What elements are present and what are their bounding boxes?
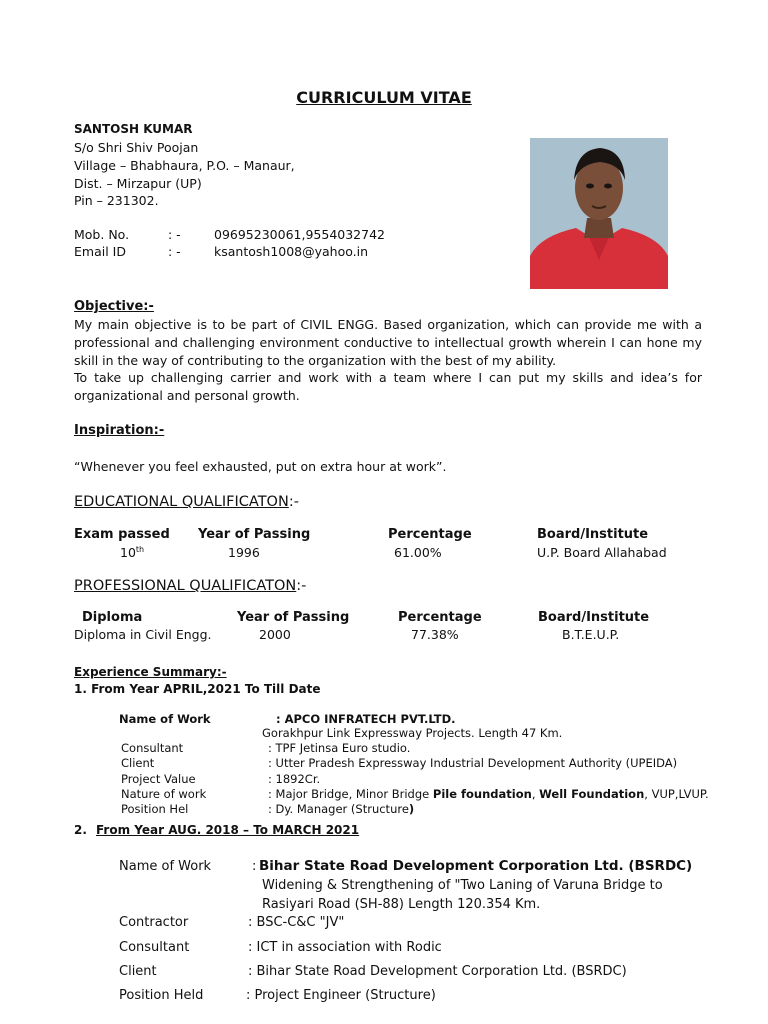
- education-percentage: 61.00%: [394, 545, 442, 560]
- education-exam-value: 10: [120, 545, 136, 561]
- job1-nature-value: [268, 787, 709, 801]
- objective-paragraph: To take up challenging carrier and work with a team where I can put my skills and idea’s for organizational and personal growth.: [74, 370, 702, 404]
- job1-nature-pile: Pile foundation: [432, 787, 532, 801]
- professional-heading-suffix: :-: [296, 578, 307, 594]
- job2-position-label: Position Held: [119, 988, 204, 1003]
- job1-nature-label: Nature of work: [121, 787, 207, 801]
- job2-title: From Year AUG. 2018 – To MARCH 2021: [96, 823, 360, 837]
- job1-nature-mid: ,: [531, 787, 540, 801]
- inspiration-quote: “Whenever you feel exhausted, put on extra hour at work”.: [74, 459, 447, 474]
- education-exam-sup: th: [135, 545, 145, 554]
- job1-name-line2: Gorakhpur Link Expressway Projects. Length 47 Km.: [262, 726, 563, 740]
- email-label: Email ID: [74, 244, 126, 259]
- education-heading-suffix: :-: [288, 494, 299, 510]
- job2-name-value: Bihar State Road Development Corporation Ltd. (BSRDC): [259, 858, 693, 874]
- professional-percentage: 77.38%: [411, 627, 459, 642]
- education-header-exam: Exam passed: [74, 527, 170, 542]
- email-value: ksantosh1008@yahoo.in: [214, 244, 369, 259]
- mobile-label: Mob. No.: [74, 227, 130, 242]
- professional-header-year: Year of Passing: [237, 610, 350, 625]
- objective-text: [74, 316, 702, 405]
- job2-name-label: Name of Work: [119, 859, 212, 874]
- address-line: S/o Shri Shiv Poojan: [74, 140, 199, 155]
- professional-heading-text: PROFESSIONAL QUALIFICATON: [74, 578, 297, 594]
- job1-value-value: : 1892Cr.: [268, 772, 321, 786]
- professional-header-diploma: Diploma: [82, 610, 143, 625]
- inspiration-heading: Inspiration:-: [74, 423, 165, 438]
- job1-value-label: Project Value: [121, 772, 196, 786]
- document-title: CURRICULUM VITAE: [296, 88, 472, 107]
- professional-diploma: Diploma in Civil Engg.: [74, 627, 212, 642]
- job2-contractor-value: : BSC-C&C "JV": [248, 915, 345, 930]
- job1-name-value: : APCO INFRATECH PVT.LTD.: [276, 712, 456, 726]
- mobile-separator: : -: [168, 227, 181, 242]
- experience-heading: Experience Summary:-: [74, 665, 227, 679]
- email-separator: : -: [168, 244, 181, 259]
- address-line: Village – Bhabhaura, P.O. – Manaur,: [74, 158, 295, 173]
- job2-name-line2: Widening & Strengthening of "Two Laning of Varuna Bridge to: [262, 878, 663, 893]
- job1-position-label: Position Hel: [121, 802, 189, 816]
- job2-contractor-label: Contractor: [119, 915, 189, 930]
- address-line: Pin – 231302.: [74, 193, 159, 208]
- job2-client-label: Client: [119, 964, 157, 979]
- job1-position-close: ): [408, 802, 415, 816]
- job1-nature-suffix: , VUP,LVUP.: [644, 787, 709, 801]
- job2-client-value: : Bihar State Road Development Corporation Ltd. (BSRDC): [248, 964, 627, 979]
- job1-title: 1. From Year APRIL,2021 To Till Date: [74, 682, 321, 696]
- professional-header-board: Board/Institute: [538, 610, 650, 625]
- job1-client-value: : Utter Pradesh Expressway Industrial Development Authority (UPEIDA): [268, 756, 678, 770]
- education-year: 1996: [228, 545, 260, 560]
- objective-paragraph: My main objective is to be part of CIVIL ENGG. Based organization, which can provide me with a professional and challenging environment conductive to intellectual growth wherein I can hone my skill in the way of contributing to the organization with the best of my ability.: [74, 317, 702, 368]
- job1-nature-well: Well Foundation: [539, 787, 645, 801]
- job2-name-separator: :: [252, 859, 257, 874]
- profile-photo: [530, 138, 668, 289]
- portrait-illustration: [530, 138, 668, 289]
- objective-heading: Objective:-: [74, 299, 154, 314]
- job1-consultant-value: : TPF Jetinsa Euro studio.: [268, 741, 411, 755]
- education-heading-text: EDUCATIONAL QUALIFICATON: [74, 494, 289, 510]
- education-header-board: Board/Institute: [537, 527, 649, 542]
- job1-position-value: [268, 802, 414, 816]
- job2-name-line3: Rasiyari Road (SH-88) Length 120.354 Km.: [262, 897, 541, 912]
- job2-position-value: : Project Engineer (Structure): [246, 988, 436, 1003]
- professional-year: 2000: [259, 627, 291, 642]
- job1-nature-prefix: : Major Bridge, Minor Bridge: [268, 787, 433, 801]
- professional-board: B.T.E.U.P.: [562, 627, 620, 642]
- professional-header-percentage: Percentage: [398, 610, 482, 625]
- candidate-name: SANTOSH KUMAR: [74, 122, 193, 136]
- job2-number: 2.: [74, 823, 87, 837]
- education-heading: [74, 494, 299, 510]
- job2-consultant-label: Consultant: [119, 940, 190, 955]
- education-header-percentage: Percentage: [388, 527, 472, 542]
- job1-client-label: Client: [121, 756, 155, 770]
- professional-heading: [74, 578, 306, 594]
- mobile-value: 09695230061,9554032742: [214, 227, 385, 242]
- job1-name-label: Name of Work: [119, 712, 211, 726]
- job2-consultant-value: : ICT in association with Rodic: [248, 940, 442, 955]
- job1-position-text: : Dy. Manager (Structure: [268, 802, 409, 816]
- job1-consultant-label: Consultant: [121, 741, 184, 755]
- education-exam: [120, 545, 144, 560]
- address-line: Dist. – Mirzapur (UP): [74, 176, 202, 191]
- education-header-year: Year of Passing: [198, 527, 311, 542]
- education-board: U.P. Board Allahabad: [537, 545, 667, 560]
